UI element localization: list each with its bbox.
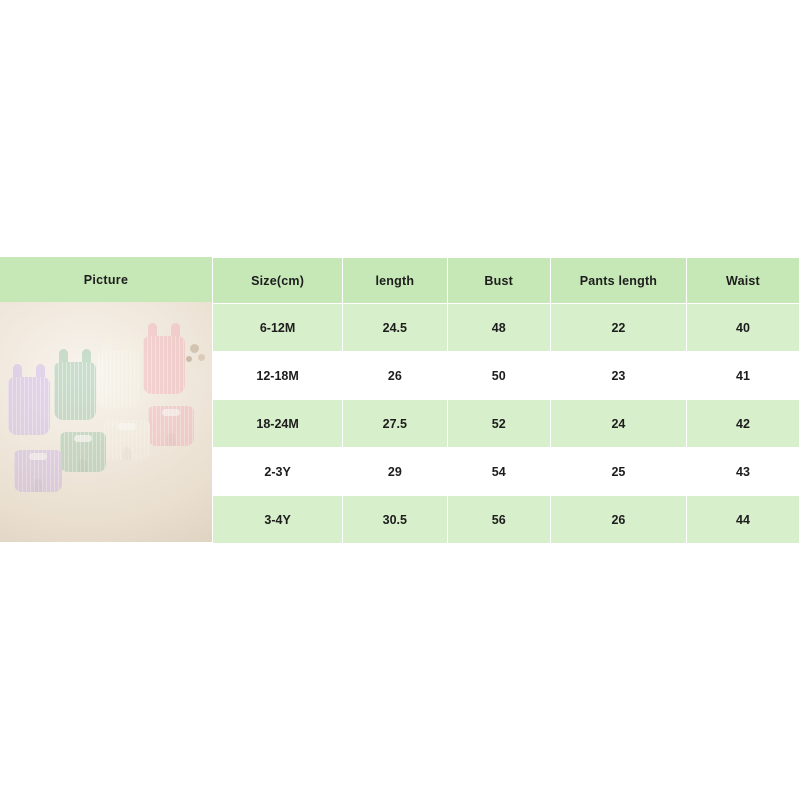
- cell-pants-length: 26: [550, 496, 686, 544]
- cell-length: 27.5: [343, 400, 447, 448]
- cell-waist: 44: [686, 496, 799, 544]
- cell-length: 24.5: [343, 304, 447, 352]
- cell-pants-length: 22: [550, 304, 686, 352]
- table-row: [213, 304, 800, 352]
- cell-pants-length: 23: [550, 352, 686, 400]
- cell-waist: 43: [686, 448, 799, 496]
- table-row: [213, 400, 800, 448]
- rib-texture: [143, 336, 185, 394]
- cell-length: 30.5: [343, 496, 447, 544]
- shorts-crotch: [34, 479, 43, 492]
- cell-size: 18-24M: [213, 400, 343, 448]
- cell-bust: 50: [447, 352, 550, 400]
- cell-size: 12-18M: [213, 352, 343, 400]
- shorts-sage: [60, 432, 106, 472]
- rib-texture: [98, 350, 140, 408]
- tank-cream: [98, 350, 140, 408]
- drawstring-tie: [74, 435, 92, 442]
- cell-size: 6-12M: [213, 304, 343, 352]
- cell-length: 26: [343, 352, 447, 400]
- cell-waist: 42: [686, 400, 799, 448]
- column-header-length: length: [343, 258, 447, 304]
- picture-column: [0, 257, 212, 542]
- column-header-size: Size(cm): [213, 258, 343, 304]
- shorts-crotch: [123, 447, 132, 460]
- cell-length: 29: [343, 448, 447, 496]
- table-row: [213, 496, 800, 544]
- cell-bust: 56: [447, 496, 550, 544]
- column-header-pants-length: Pants length: [550, 258, 686, 304]
- picture-header-label: Picture: [83, 272, 129, 287]
- cell-pants-length: 25: [550, 448, 686, 496]
- cell-waist: 40: [686, 304, 799, 352]
- decor-berry: [190, 344, 199, 353]
- shorts-crotch: [79, 459, 88, 472]
- cell-bust: 54: [447, 448, 550, 496]
- drawstring-tie: [29, 453, 47, 460]
- measurements-table: [212, 257, 800, 544]
- shorts-crotch: [167, 433, 176, 446]
- rib-texture: [54, 362, 96, 420]
- cell-pants-length: 24: [550, 400, 686, 448]
- drawstring-tie: [118, 423, 136, 430]
- tank-sage: [54, 362, 96, 420]
- table-row: [213, 352, 800, 400]
- drawstring-tie: [162, 409, 180, 416]
- column-header-bust: Bust: [447, 258, 550, 304]
- cell-bust: 52: [447, 400, 550, 448]
- column-header-waist: Waist: [686, 258, 799, 304]
- size-chart: [0, 257, 800, 542]
- shorts-cream: [104, 420, 150, 460]
- cell-waist: 41: [686, 352, 799, 400]
- tank-lilac: [8, 377, 50, 435]
- decor-berry: [198, 354, 205, 361]
- table-row: [213, 448, 800, 496]
- decor-berry: [186, 356, 192, 362]
- cell-size: 3-4Y: [213, 496, 343, 544]
- cell-bust: 48: [447, 304, 550, 352]
- tank-pink: [143, 336, 185, 394]
- shorts-pink: [148, 406, 194, 446]
- table-header-row: [213, 258, 800, 304]
- rib-texture: [8, 377, 50, 435]
- shorts-lilac: [14, 450, 62, 492]
- product-photo: [0, 302, 212, 542]
- picture-column-header: [0, 257, 212, 302]
- cell-size: 2-3Y: [213, 448, 343, 496]
